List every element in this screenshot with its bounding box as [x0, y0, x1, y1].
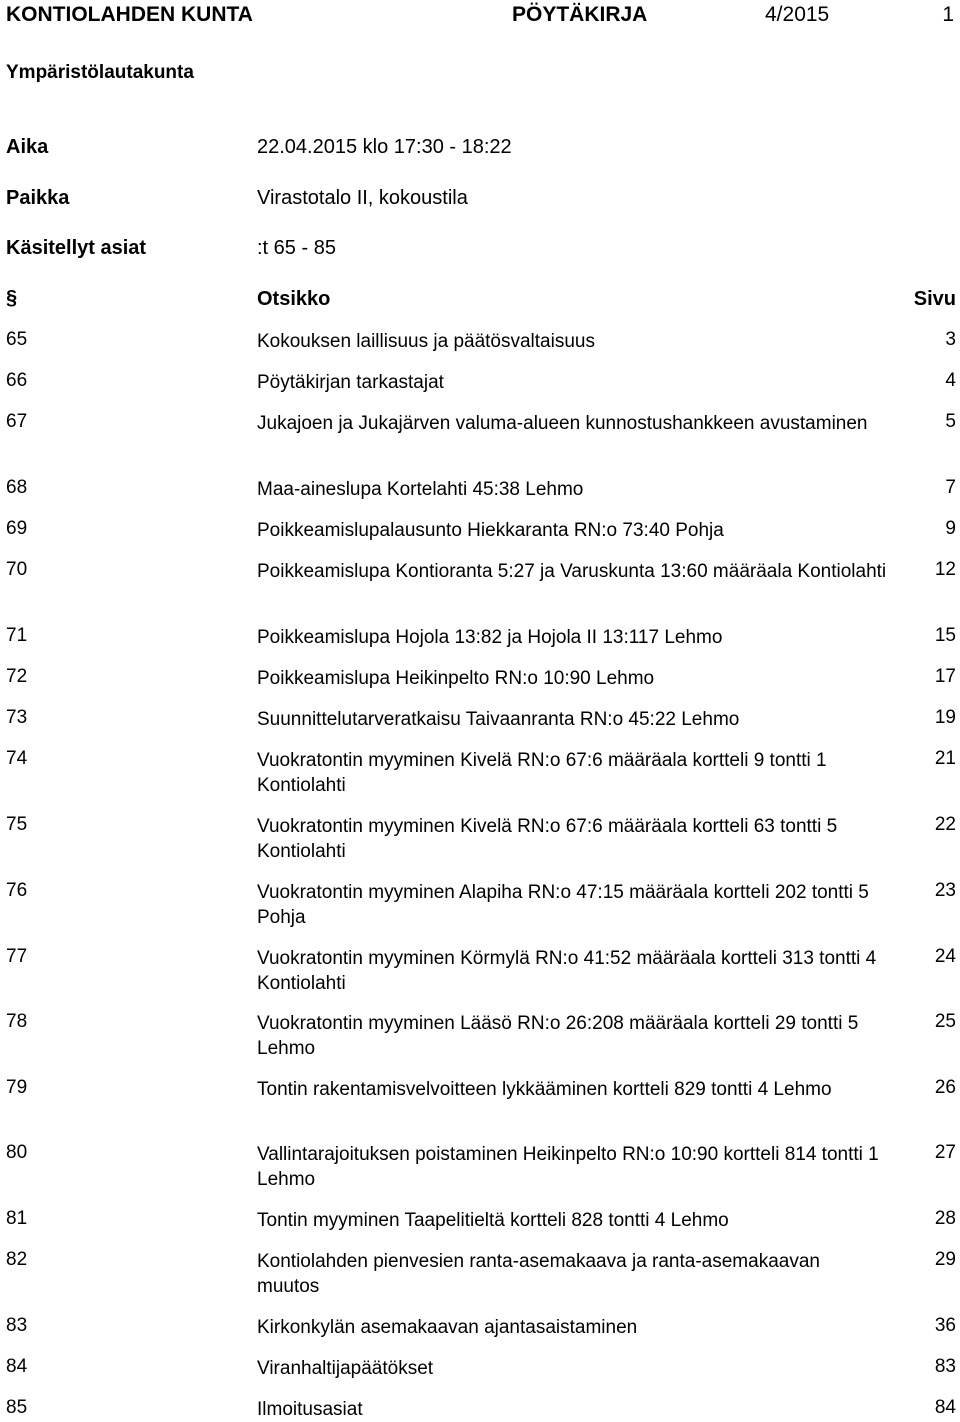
- toc-item-number: 66: [6, 370, 28, 391]
- toc-item-title: Vuokratontin myyminen Lääsö RN:o 26:208 määräala kortteli 29 tontti 5 Lehmo: [257, 1013, 859, 1059]
- toc-item-number: 75: [6, 814, 28, 835]
- toc-item-number: 83: [6, 1315, 28, 1336]
- committee-name: Ympäristölautakunta: [6, 62, 194, 83]
- toc-page-header: Sivu: [913, 288, 956, 310]
- toc-item-title: Viranhaltijapäätökset: [257, 1358, 434, 1379]
- toc-item-title: Kontiolahden pienvesien ranta-asemakaava ja ranta-asemakaavan muutos: [257, 1251, 820, 1297]
- toc-item-title: Jukajoen ja Jukajärven valuma-alueen kunnostushankkeen avustaminen: [257, 413, 868, 434]
- items-label: Käsitellyt asiat: [6, 237, 147, 259]
- toc-item-title: Vallintarajoituksen poistaminen Heikinpelto RN:o 10:90 kortteli 814 tontti 1 Lehmo: [257, 1144, 879, 1190]
- toc-item-page: 9: [945, 518, 956, 539]
- document-number: 4/2015: [765, 3, 830, 26]
- toc-item-title: Poikkeamislupa Kontioranta 5:27 ja Varuskunta 13:60 määräala Kontiolahti: [257, 561, 887, 582]
- toc-item-title: Poikkeamislupa Heikinpelto RN:o 10:90 Lehmo: [257, 668, 655, 689]
- toc-item-page: 17: [934, 666, 956, 687]
- toc-item-number: 74: [6, 748, 28, 769]
- toc-item-title: Kokouksen laillisuus ja päätösvaltaisuus: [257, 331, 595, 352]
- toc-item-title: Poikkeamislupalausunto Hiekkaranta RN:o 73:40 Pohja: [257, 520, 724, 541]
- toc-item-page: 24: [934, 946, 956, 967]
- toc-item-number: 68: [6, 477, 28, 498]
- toc-item-title: Poikkeamislupa Hojola 13:82 ja Hojola II 13:117 Lehmo: [257, 627, 723, 648]
- toc-item-title: Vuokratontin myyminen Kivelä RN:o 67:6 määräala kortteli 63 tontti 5 Kontiolahti: [257, 816, 838, 862]
- toc-item-page: 27: [934, 1142, 956, 1163]
- toc-item-number: 72: [6, 666, 28, 687]
- toc-item-page: 28: [934, 1208, 956, 1229]
- toc-item-title: Vuokratontin myyminen Alapiha RN:o 47:15 määräala kortteli 202 tontti 5 Pohja: [257, 882, 869, 928]
- place-label: Paikka: [6, 187, 70, 209]
- toc-item-title: Vuokratontin myyminen Kivelä RN:o 67:6 määräala kortteli 9 tontti 1 Kontiolahti: [257, 750, 827, 796]
- toc-item-page: 83: [934, 1356, 956, 1377]
- time-label: Aika: [6, 136, 49, 158]
- toc-item-page: 15: [934, 625, 956, 646]
- toc-item-number: 81: [6, 1208, 28, 1229]
- toc-item-page: 3: [945, 329, 956, 350]
- items-value: :t 65 - 85: [257, 237, 336, 259]
- toc-item-number: 71: [6, 625, 28, 646]
- toc-item-title: Kirkonkylän asemakaavan ajantasaistaminen: [257, 1317, 638, 1338]
- toc-item-number: 80: [6, 1142, 28, 1163]
- time-value: 22.04.2015 klo 17:30 - 18:22: [257, 136, 512, 158]
- toc-item-title: Pöytäkirjan tarkastajat: [257, 372, 444, 393]
- toc-item-page: 5: [945, 411, 956, 432]
- toc-item-page: 22: [934, 814, 956, 835]
- toc-item-number: 73: [6, 707, 28, 728]
- toc-item-number: 84: [6, 1356, 28, 1377]
- toc-item-page: 4: [945, 370, 956, 391]
- toc-item-number: 65: [6, 329, 28, 350]
- toc-item-title: Ilmoitusasiat: [257, 1399, 363, 1420]
- toc-item-page: 12: [934, 559, 956, 580]
- place-value: Virastotalo II, kokoustila: [257, 187, 468, 209]
- toc-item-page: 19: [934, 707, 956, 728]
- toc-item-number: 77: [6, 946, 28, 967]
- document-type: PÖYTÄKIRJA: [512, 3, 648, 26]
- municipality-name: KONTIOLAHDEN KUNTA: [6, 3, 253, 26]
- toc-item-title: Suunnittelutarveratkaisu Taivaanranta RN:o 45:22 Lehmo: [257, 709, 740, 730]
- toc-item-page: 26: [934, 1077, 956, 1098]
- toc-item-number: 70: [6, 559, 28, 580]
- section-symbol: §: [6, 287, 18, 309]
- toc-item-number: 67: [6, 411, 28, 432]
- toc-item-page: 29: [934, 1249, 956, 1270]
- toc-item-title: Tontin myyminen Taapelitieltä kortteli 828 tontti 4 Lehmo: [257, 1210, 729, 1231]
- toc-item-number: 82: [6, 1249, 28, 1270]
- toc-item-page: 84: [934, 1397, 956, 1418]
- toc-item-page: 23: [934, 880, 956, 901]
- toc-item-title: Tontin rakentamisvelvoitteen lykkääminen kortteli 829 tontti 4 Lehmo: [257, 1079, 832, 1100]
- toc-item-number: 78: [6, 1011, 28, 1032]
- toc-item-page: 7: [945, 477, 956, 498]
- toc-item-title: Maa-aineslupa Kortelahti 45:38 Lehmo: [257, 479, 584, 500]
- toc-item-number: 79: [6, 1077, 28, 1098]
- toc-item-title: Vuokratontin myyminen Körmylä RN:o 41:52 määräala kortteli 313 tontti 4 Kontiolahti: [257, 948, 877, 994]
- toc-item-page: 25: [934, 1011, 956, 1032]
- toc-item-number: 69: [6, 518, 28, 539]
- toc-title-header: Otsikko: [257, 288, 331, 310]
- toc-item-number: 85: [6, 1397, 28, 1418]
- toc-item-number: 76: [6, 880, 28, 901]
- page-number: 1: [942, 3, 954, 26]
- toc-item-page: 36: [934, 1315, 956, 1336]
- toc-item-page: 21: [934, 748, 956, 769]
